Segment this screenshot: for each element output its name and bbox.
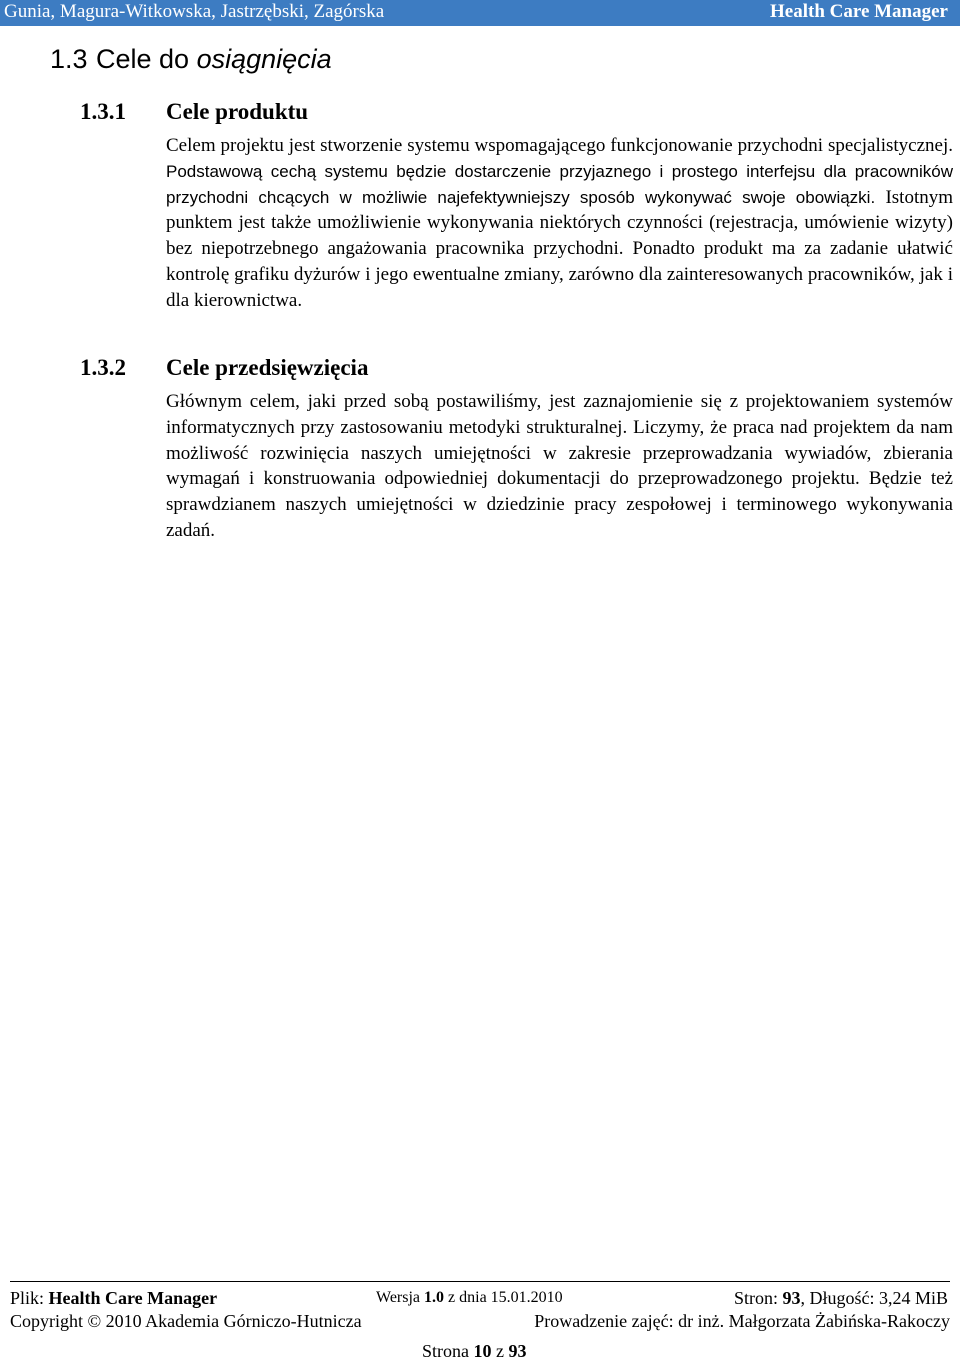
footer-pages-label: Stron: xyxy=(733,1288,783,1308)
page-of: z xyxy=(491,1341,509,1361)
footer-divider xyxy=(10,1281,950,1282)
footer-supervisor: Prowadzenie zajęć: dr inż. Małgorzata Żabińska-Rakoczy xyxy=(534,1311,950,1331)
footer-file xyxy=(10,1288,217,1309)
footer-copyright: Copyright © 2010 Akademia Górniczo-Hutnicza xyxy=(10,1311,362,1331)
page-label: Strona xyxy=(422,1341,474,1361)
footer-page-number xyxy=(422,1341,527,1362)
footer-version-date: z dnia 15.01.2010 xyxy=(444,1289,563,1306)
page-header xyxy=(0,0,960,26)
paragraph-text-serif: Celem projektu jest stworzenie systemu wspomagającego funkcjonowanie przychodni specjalistycznej. xyxy=(166,135,953,156)
footer-pages xyxy=(734,1288,948,1309)
subsection-number: 1.3.2 xyxy=(80,355,126,380)
page-total: 93 xyxy=(508,1341,527,1361)
subsection-title: Cele produktu xyxy=(166,99,309,124)
header-authors: Gunia, Magura-Witkowska, Jastrzębski, Zagórska xyxy=(4,1,385,22)
footer-version xyxy=(376,1289,563,1307)
footer-version-number: 1.0 xyxy=(424,1289,445,1306)
footer-file-label: Plik: xyxy=(10,1288,49,1308)
footer-version-label: Wersja xyxy=(376,1289,425,1306)
section-title: Cele do xyxy=(96,44,197,74)
subsection-paragraph-2: Głównym celem, jaki przed sobą postawiliśmy, jest zaznajomienie się z projektowaniem systemów informatycznych przy zastosowaniu metodyki strukturalnej. Liczymy, że praca nad projektem da nam możliwość rozwinięcia naszych umiejętności w zakresie przeprowadzania wywiadów, zbierania wymagań i konstruowania odpowiedniej dokumentacji do przeprowadzonego projektu. Będzie też sprawdzianem naszych umiejętności w dziedzinie pracy zespołowej i terminowego wykonywania zadań. xyxy=(166,391,953,541)
footer-size: , Długość: 3,24 MiB xyxy=(800,1288,948,1308)
section-title-italic: osiągnięcia xyxy=(196,44,332,74)
subsection-number: 1.3.1 xyxy=(80,99,126,124)
page-current: 10 xyxy=(473,1341,492,1361)
section-heading xyxy=(50,44,332,75)
footer-pages-count: 93 xyxy=(782,1288,801,1308)
footer-file-name: Health Care Manager xyxy=(48,1288,218,1308)
paragraph-text-serif: Istotnym punktem jest także umożliwienie wykonywania niektórych czynności (rejestracja, umówienie wizyty) bez niepotrzebnego angażowania pracownika przychodni. Ponadto produkt ma za zadanie ułatwić kontrolę grafiku dyżurów i jego ewentualne zmiany, zarówno dla zainteresowanych pracowników, jak i dla kierownictwa. xyxy=(166,186,953,311)
subsection-title: Cele przedsięwzięcia xyxy=(166,355,369,380)
subsection-heading-2 xyxy=(80,355,368,381)
subsection-heading-1 xyxy=(80,99,308,125)
subsection-paragraph-1 xyxy=(166,133,953,314)
paragraph-text-sans: Podstawową cechą systemu będzie dostarczenie przyjaznego i prostego interfejsu dla pracowników przychodni chcących w możliwie najefektywniejszy sposób wykonywać swoje obowiązki. xyxy=(166,161,953,207)
header-title: Health Care Manager xyxy=(770,1,948,22)
section-number: 1.3 xyxy=(50,44,88,74)
